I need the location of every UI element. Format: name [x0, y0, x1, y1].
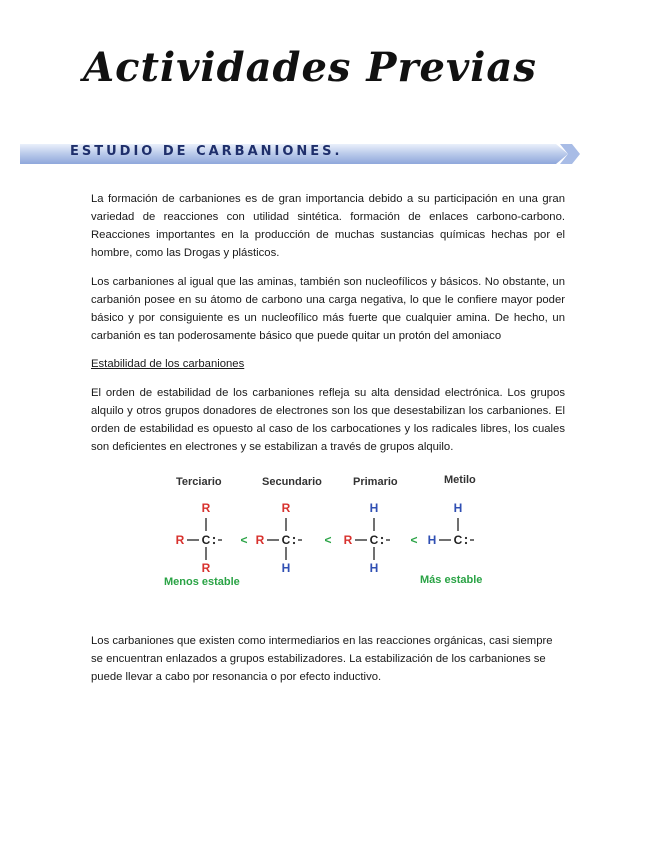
carbon-atom: C [369, 533, 379, 547]
substituent-top: H [453, 501, 463, 515]
label-terciario: Terciario [176, 476, 222, 488]
less-stable-note: Menos estable [164, 576, 240, 588]
substituent-bottom: H [281, 561, 291, 575]
subheading [91, 355, 565, 373]
carbon-atom: C [281, 533, 291, 547]
substituent-bottom: H [369, 561, 379, 575]
carbon-atom: C [453, 533, 463, 547]
label-secundario: Secundario [262, 476, 322, 488]
less-than-sign: < [324, 533, 332, 547]
stability-figure [150, 470, 510, 595]
paragraph-1: La formación de carbaniones es de gran importancia debido a su participación en una gran variedad de reacciones con utilidad sintética. formación de enlaces carbono-carbono. Reacciones importantes en la producción de muchas sustancias químicas hechas por el hombre, como las Drogas y plásticos. [91, 193, 565, 259]
section-banner [20, 140, 580, 170]
lone-pair-dot [465, 542, 467, 544]
paragraph-4: Los carbaniones que existen como intermediarios en las reacciones orgánicas, casi siempre se encuentran enlazados a grupos estabilizadores. La estabilización de los carbaniones se puede llevar a cabo por resonancia o por efecto inductivo. [91, 635, 553, 683]
substituent-top: H [369, 501, 379, 515]
substituent-left: R [255, 533, 265, 547]
more-stable-note: Más estable [420, 574, 483, 586]
lone-pair-dot [465, 537, 467, 539]
lone-pair-dot [213, 537, 215, 539]
lone-pair-dot [381, 542, 383, 544]
carbanion-structures [150, 470, 510, 580]
substituent-left: R [175, 533, 185, 547]
lone-pair-dot [381, 537, 383, 539]
substituent-bottom: R [201, 561, 211, 575]
substituent-left: H [427, 533, 437, 547]
less-than-sign: < [410, 533, 418, 547]
paragraph-2: Los carbaniones al igual que las aminas, también son nucleofílicos y básicos. No obstante, un carbanión posee en su átomo de carbono una carga negativa, lo que le confiere mayor poder básico y por consiguiente es un nucleofílico más fuerte que cualquier amina. De hecho, un carbanión es tan poderosamente básico que puede quitar un protón del amoniaco [91, 276, 565, 342]
carbon-atom: C [201, 533, 211, 547]
substituent-top: R [201, 501, 211, 515]
subheading-text: Estabilidad de los carbaniones [91, 358, 245, 370]
lone-pair-dot [293, 537, 295, 539]
substituent-left: R [343, 533, 353, 547]
lone-pair-dot [213, 542, 215, 544]
label-metilo: Metilo [444, 474, 476, 486]
substituent-top: R [281, 501, 291, 515]
label-primario: Primario [353, 476, 398, 488]
less-than-sign: < [240, 533, 248, 547]
paragraph-3: El orden de estabilidad de los carbaniones refleja su alta densidad electrónica. Los grupos alquilo y otros grupos donadores de electrones son los que desestabilizan los carbaniones. El orden de estabilidad es opuesto al caso de los carbocationes y los radicales libres, los cuales son deficientes en electrones y se estabilizan a través de grupos alquilo. [91, 387, 565, 453]
lone-pair-dot [293, 542, 295, 544]
page-title: Actividades Previas [83, 44, 537, 91]
section-heading: ESTUDIO DE CARBANIONES. [70, 144, 343, 159]
